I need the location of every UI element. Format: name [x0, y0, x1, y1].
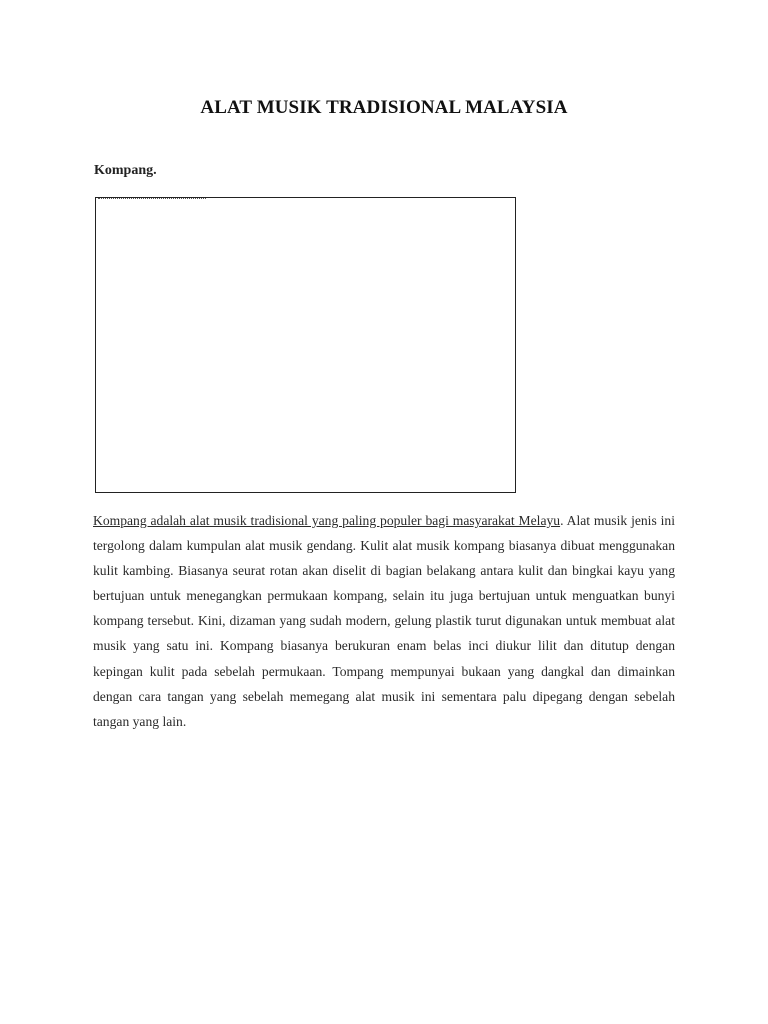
section-heading: Kompang. — [94, 163, 157, 178]
paragraph-text: . Alat musik jenis ini tergolong dalam kumpulan alat musik gendang. Kulit alat musik kompang biasanya dibuat menggunakan kulit kambing. Biasanya seurat rotan akan diselit di bagian belakang antara kulit dan bingkai kayu yang bertujuan untuk menegangkan permukaan kompang, selain itu juga bertujuan untuk menguatkan bunyi kompang tersebut. Kini, dizaman yang sudah modern, gelung plastik turut digunakan untuk membuat alat musik yang satu ini. Kompang biasanya berukuran enam belas inci diukur lilit dan ditutup dengan kepingan kulit pada sebelah permukaan. Tompang mempunyai bukaan yang dangkal dan dimainkan dengan cara tangan yang sebelah memegang alat musik ini sementara palu dipegang dengan sebelah tangan yang lain. — [93, 513, 675, 729]
kompang-image-placeholder — [95, 197, 516, 493]
paragraph-lead-link[interactable]: Kompang adalah alat musik tradisional yang paling populer bagi masyarakat Melayu — [93, 513, 561, 528]
image-caption-strip — [98, 198, 206, 200]
body-paragraph — [93, 508, 675, 734]
page-title: ALAT MUSIK TRADISIONAL MALAYSIA — [200, 97, 568, 118]
